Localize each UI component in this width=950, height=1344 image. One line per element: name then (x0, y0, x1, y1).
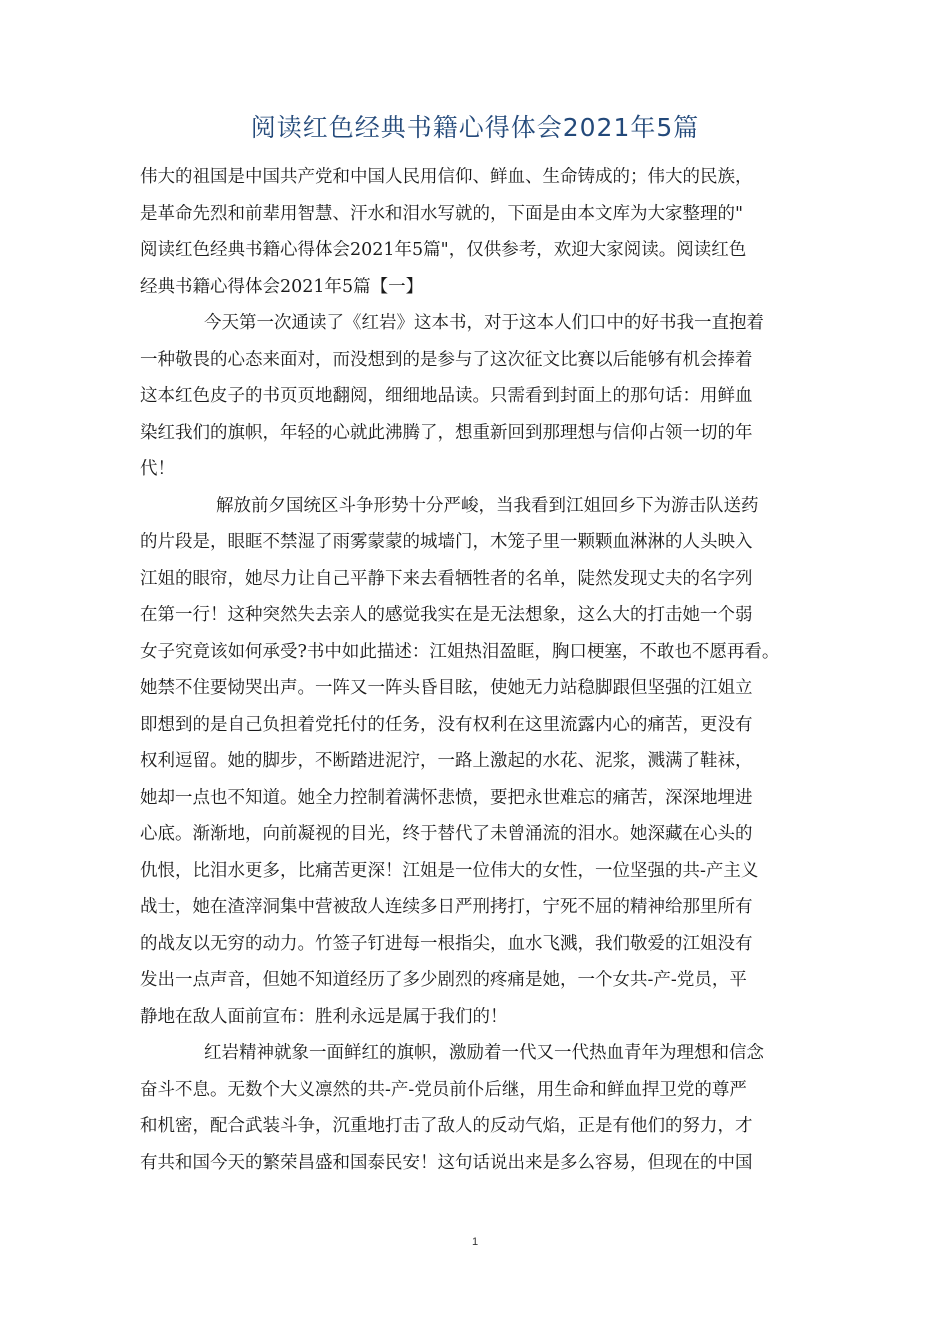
text-line: 她却一点也不知道。她全力控制着满怀悲愤，要把永世难忘的痛苦，深深地埋进 (140, 787, 753, 808)
text-line: 有共和国今天的繁荣昌盛和国泰民安！这句话说出来是多么容易，但现在的中国 (140, 1152, 753, 1173)
document-body (140, 159, 840, 1181)
text-line: 的战友以无穷的动力。竹签子钉进每一根指尖，血水飞溅，我们敬爱的江姐没有 (140, 933, 753, 954)
text-line: 阅读红色经典书籍心得体会2021年5篇"，仅供参考，欢迎大家阅读。阅读红色 (140, 240, 747, 260)
text-line: 解放前夕国统区斗争形势十分严峻，当我看到江姐回乡下为游击队送药 (216, 495, 759, 516)
text-line: 她禁不住要恸哭出声。一阵又一阵头昏目眩，使她无力站稳脚跟但坚强的江姐立 (140, 678, 753, 698)
text-line: 权利逗留。她的脚步，不断踏进泥泞，一路上激起的水花、泥浆，溅满了鞋袜， (140, 751, 753, 771)
text-line: 女子究竟该如何承受?书中如此描述：江姐热泪盈眶，胸口梗塞，不敢也不愿再看。 (140, 641, 780, 662)
text-line: 和机密，配合武装斗争，沉重地打击了敌人的反动气焰，正是有他们的努力，才 (140, 1116, 753, 1136)
text-line: 奋斗不息。无数个大义凛然的共-产-党员前仆后继，用生命和鲜血捍卫党的尊严 (140, 1079, 747, 1100)
text-line: 心底。渐渐地，向前凝视的目光，终于替代了未曾涌流的泪水。她深藏在心头的 (140, 824, 753, 844)
text-line: 红岩精神就象一面鲜红的旗帜，激励着一代又一代热血青年为理想和信念 (204, 1043, 764, 1063)
text-line: 江姐的眼帘，她尽力让自己平静下来去看牺牲者的名单，陡然发现丈夫的名字列 (140, 568, 753, 589)
page-title: 阅读红色经典书籍心得体会2021年5篇 (250, 113, 700, 142)
page-number: 1 (471, 1236, 479, 1248)
text-line: 代！ (140, 459, 175, 479)
text-line: 在第一行！这种突然失去亲人的感觉我实在是无法想象，这么大的打击她一个弱 (140, 605, 753, 625)
text-line: 一种敬畏的心态来面对，而没想到的是参与了这次征文比赛以后能够有机会捧着 (140, 349, 753, 370)
text-line: 今天第一次通读了《红岩》这本书，对于这本人们口中的好书我一直抱着 (204, 313, 764, 333)
text-line: 这本红色皮子的书页页地翻阅，细细地品读。只需看到封面上的那句话：用鲜血 (140, 386, 753, 406)
text-line: 仇恨，比泪水更多，比痛苦更深！江姐是一位伟大的女性，一位坚强的共-产主义 (140, 860, 759, 881)
text-line: 伟大的祖国是中国共产党和中国人民用信仰、鲜血、生命铸成的；伟大的民族， (140, 167, 753, 187)
text-line: 发出一点声音，但她不知道经历了多少剧烈的疼痛是她，一个女共-产-党员，平 (140, 970, 747, 990)
text-line: 染红我们的旗帜，年轻的心就此沸腾了，想重新回到那理想与信仰占领一切的年 (140, 422, 753, 443)
text-line: 战士，她在渣滓洞集中营被敌人连续多日严刑拷打，宁死不屈的精神给那里所有 (140, 897, 753, 917)
text-line: 是革命先烈和前辈用智慧、汗水和泪水写就的，下面是由本文库为大家整理的" (140, 203, 744, 224)
text-line: 经典书籍心得体会2021年5篇【一】 (140, 276, 424, 297)
text-line: 的片段是，眼眶不禁湿了雨雾蒙蒙的城墙门，木笼子里一颗颗血淋淋的人头映入 (140, 532, 753, 552)
text-line: 静地在敌人面前宣布：胜利永远是属于我们的！ (140, 1006, 508, 1027)
text-line: 即想到的是自己负担着党托付的任务，没有权利在这里流露内心的痛苦，更没有 (140, 714, 753, 735)
